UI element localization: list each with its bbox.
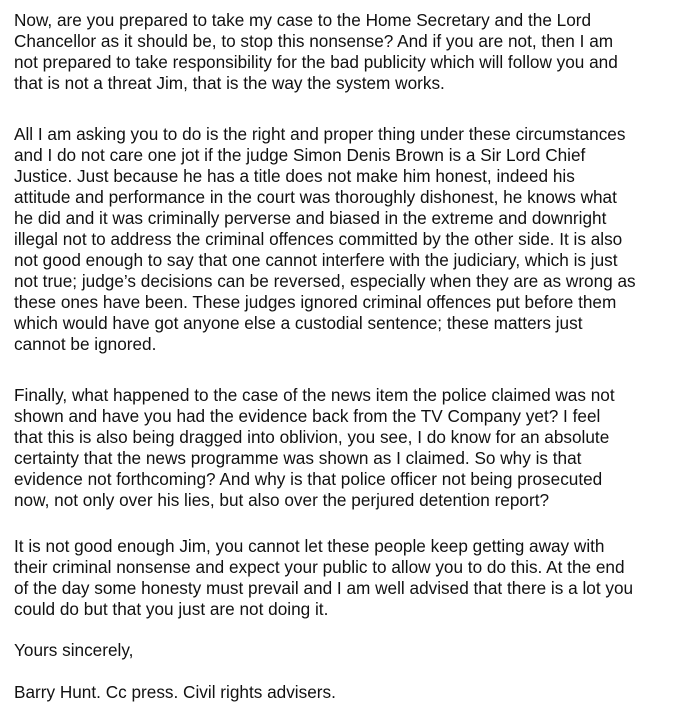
paragraph-4-line-1: It is not good enough Jim, you cannot let these people keep getting away with [14,536,605,556]
paragraph-2-line-8: not true; judge’s decisions can be reversed, especially when they are as wrong as [14,271,636,291]
paragraph-3-line-1: Finally, what happened to the case of the news item the police claimed was not [14,385,615,405]
signature-line: Barry Hunt. Cc press. Civil rights advisers. [14,682,336,702]
paragraph-2-line-1: All I am asking you to do is the right and proper thing under these circumstances [14,124,626,144]
paragraph-2-line-4: attitude and performance in the court was thoroughly dishonest, he knows what [14,187,617,207]
closing-salutation: Yours sincerely, [14,640,134,660]
paragraph-2-line-9: these ones have been. These judges ignored criminal offences put before them [14,292,617,312]
paragraph-2-line-7: not good enough to say that one cannot interfere with the judiciary, which is just [14,250,618,270]
paragraph-2-line-10: which would have got anyone else a custodial sentence; these matters just [14,313,583,333]
paragraph-3-line-4: certainty that the news programme was shown as I claimed. So why is that [14,448,582,468]
paragraph-3-line-3: that this is also being dragged into oblivion, you see, I do know for an absolute [14,427,610,447]
paragraph-1-line-3: not prepared to take responsibility for the bad publicity which will follow you and [14,52,618,72]
paragraph-2-line-2: and I do not care one jot if the judge Simon Denis Brown is a Sir Lord Chief [14,145,586,165]
paragraph-4-line-4: could do but that you just are not doing it. [14,599,329,619]
paragraph-1-line-4: that is not a threat Jim, that is the way the system works. [14,73,445,93]
paragraph-2-line-6: illegal not to address the criminal offences committed by the other side. It is also [14,229,623,249]
paragraph-1-line-1: Now, are you prepared to take my case to the Home Secretary and the Lord [14,10,592,30]
paragraph-2-line-5: he did and it was criminally perverse and biased in the extreme and downright [14,208,607,228]
paragraph-1-line-2: Chancellor as it should be, to stop this nonsense? And if you are not, then I am [14,31,614,51]
paragraph-4-line-3: of the day some honesty must prevail and I am well advised that there is a lot you [14,578,634,598]
paragraph-3-line-6: now, not only over his lies, but also over the perjured detention report? [14,490,550,510]
paragraph-2-line-11: cannot be ignored. [14,334,157,354]
paragraph-3-line-5: evidence not forthcoming? And why is that police officer not being prosecuted [14,469,603,489]
paragraph-2-line-3: Justice. Just because he has a title does not make him honest, indeed his [14,166,575,186]
paragraph-3-line-2: shown and have you had the evidence back from the TV Company yet? I feel [14,406,601,426]
paragraph-4-line-2: their criminal nonsense and expect your public to allow you to do this. At the end [14,557,625,577]
